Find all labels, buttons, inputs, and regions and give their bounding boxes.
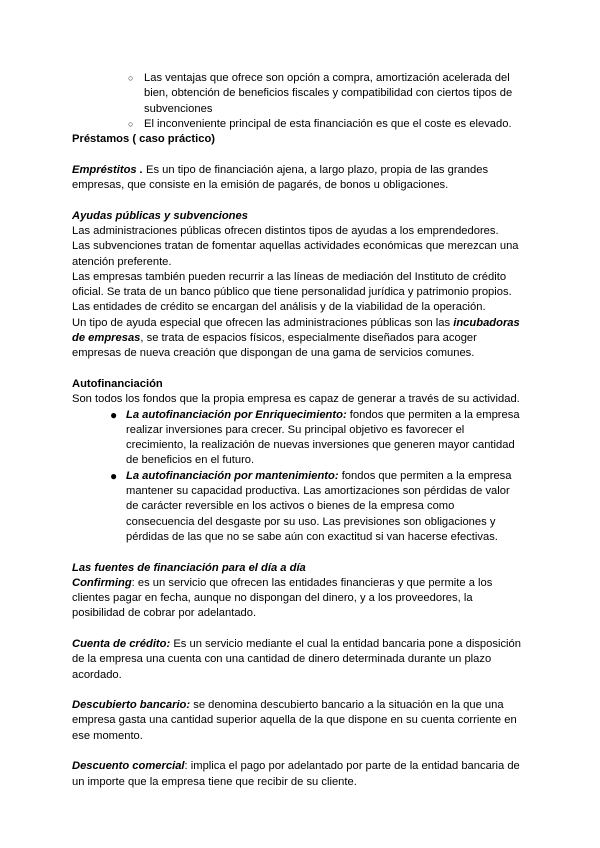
- hollow-circle-bullet-icon: ○: [128, 118, 134, 129]
- autofinanciacion-heading: Autofinanciación: [72, 377, 163, 390]
- confirming-term: Confirming: [72, 576, 132, 589]
- incubadoras-term: incubadoras de empresas: [72, 316, 520, 345]
- ayudas-heading: Ayudas públicas y subvenciones: [72, 209, 248, 222]
- emprestitos-term: Empréstitos .: [72, 163, 143, 176]
- list-item: ● La autofinanciación por mantenimiento: fondos que permiten a la empresa mantener su capacidad productiva. Las amortizaciones son pérdidas de valor de carácter reversible en los activos o bienes de la empresa como consecuencia del desgaste por su uso. Las previsiones son obligaciones y pérdidas de las que no se sabe aún con exactitud si van hacerse efectivas.: [110, 468, 512, 543]
- prestamos-heading: Préstamos ( caso práctico): [72, 133, 216, 146]
- fuentes-heading: Las fuentes de financiación para el día a día: [72, 561, 306, 574]
- leasing-points-list: [72, 71, 524, 132]
- filled-circle-bullet-icon: ●: [110, 407, 118, 422]
- filled-circle-bullet-icon: ●: [110, 468, 118, 483]
- cuenta-credito-term: Cuenta de crédito:: [72, 637, 171, 650]
- descubierto-paragraph: Descubierto bancario: se denomina descubierto bancario a la situación en la que una empresa gasta una cantidad superior aquella de la que dispone en su cuenta corriente en ese momento.: [72, 699, 517, 742]
- ayudas-paragraph-2: Las subvenciones tratan de fomentar aquellas actividades económicas que merezcan una atención preferente.: [72, 240, 519, 268]
- ayudas-paragraph-5: Un tipo de ayuda especial que ofrecen las administraciones públicas son las incubadoras de empresas, se trata de espacios físicos, especialmente diseñados para acoger empresas de nueva creación que dispongan de una gama de servicios comunes.: [72, 316, 520, 360]
- autofinanciacion-list: [72, 408, 524, 546]
- emprestitos-paragraph: Empréstitos . Es un tipo de financiación ajena, a largo plazo, propia de las grandes empresas, que consiste en la emisión de pagarés, de bonos u obligaciones.: [72, 163, 489, 192]
- list-item: ● La autofinanciación por Enriquecimiento: fondos que permiten a la empresa realizar inversiones para crecer. Su principal objetivo es favorecer el crecimiento, la realización de nuevas inversiones que generen mayor cantidad de beneficios en el futuro.: [110, 407, 520, 467]
- confirming-paragraph: Confirming: es un servicio que ofrecen las entidades financieras y que permite a los clientes pagar en fecha, aunque no dispongan del dinero, y a los proveedores, la posibilidad de cobrar por adelantado.: [72, 576, 493, 620]
- ayudas-paragraph-4: Las entidades de crédito se encargan del análisis y de la viabilidad de la operación.: [72, 301, 486, 314]
- descuento-term: Descuento comercial: [72, 760, 185, 773]
- document-body: [72, 71, 524, 790]
- hollow-circle-bullet-icon: ○: [128, 73, 134, 83]
- descubierto-term: Descubierto bancario:: [72, 699, 191, 712]
- list-item: ○ Las ventajas que ofrece son opción a compra, amortización acelerada del bien, obtención de beneficios fiscales y compatibilidad con ciertos tipos de subvenciones: [128, 72, 513, 115]
- autofinanciacion-intro: Son todos los fondos que la propia empresa es capaz de generar a través de su actividad.: [72, 393, 520, 406]
- cuenta-credito-paragraph: Cuenta de crédito: Es un servicio mediante el cual la entidad bancaria pone a disposición de la empresa una cuenta con una cantidad de dinero determinada durante un plazo acordado.: [72, 637, 521, 681]
- ayudas-paragraph-1: Las administraciones públicas ofrecen distintos tipos de ayudas a los emprendedores.: [72, 224, 499, 237]
- ayudas-paragraph-3: Las empresas también pueden recurrir a las líneas de mediación del Instituto de crédito oficial. Se trata de un banco público que tiene personalidad jurídica y patrimonio propios.: [72, 270, 512, 299]
- list-item: ○ El inconveniente principal de esta financiación es que el coste es elevado.: [128, 117, 524, 132]
- descuento-paragraph: Descuento comercial: implica el pago por adelantado por parte de la entidad bancaria de un importe que la empresa tiene que recibir de su cliente.: [72, 760, 520, 788]
